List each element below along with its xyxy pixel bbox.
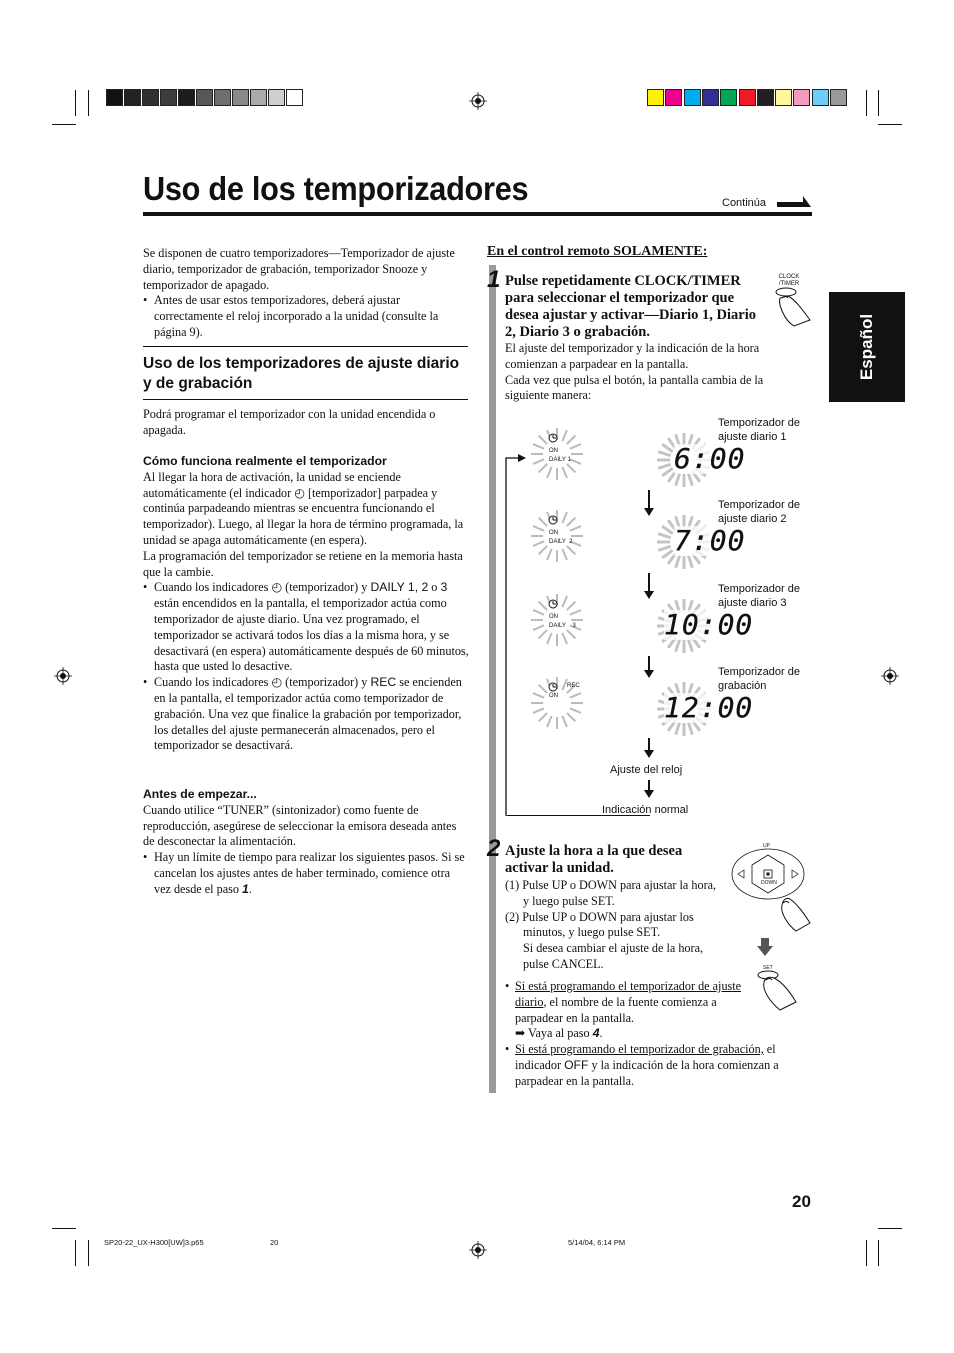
display-mode-label: Temporizador de ajuste diario 1 [718,417,800,443]
on-indicator: ON [549,530,558,536]
gray-swatch [142,89,159,106]
mode-indicator: DAILY 2 [549,539,573,545]
arrow-down-icon [757,938,773,956]
note-rec: • Si está programando el temporizador de grabación, el indicador OFF y la indicación de la hora comienzan a parpadear en la pantalla. [505,1042,805,1089]
mode-indicator: DAILY 3 [549,623,576,629]
step-1-text [505,341,790,404]
color-swatch [647,89,664,106]
continue-arrow-icon [777,193,811,210]
finger-press-icon [776,893,812,933]
footer-page: 20 [270,1238,279,1247]
gray-swatch [106,89,123,106]
clock-time-display: 10:00 [664,608,754,641]
timer-indicator-burst-icon [529,590,585,654]
how-paragraph-1: Al llegar la hora de activación, la unidad se enciende automáticamente (el indicador ◴ [temporizador] parpadea y continúa parpadeando mientras se encuentra funcionando el temporizador). Luego, al llegar la hora de término programada, la unidad se apaga automáticamente (en espera). [143,469,464,547]
color-swatch [775,89,792,106]
before-text: Cuando utilice “TUNER” (sintonizador) como fuente de reproducción, asegúrese de seleccionar la emisora deseada antes de desconectar la alimentación. [143,802,457,849]
page-title: Uso de los temporizadores [143,170,529,207]
how-bullet-daily: • Cuando los indicadores ◴ (temporizador) y DAILY 1, 2 o 3 están encendidos en la pantalla, el temporizador actúa como temporizador de ajuste diario. Una vez programado, el temporizador se activará todos los días a la misma hora, y se desactivará (en espera) automáticamente después de 60 minutos, hasta que usted lo desactive. [143,580,469,675]
clock-time-display: 12:00 [664,691,754,724]
gray-swatch [286,89,303,106]
step-2-notes-rec [505,1042,805,1089]
clock-adjust-label: Ajuste del reloj [610,764,683,776]
set-button-finger-icon [754,970,800,1012]
color-swatch [757,89,774,106]
color-swatch [702,89,719,106]
display-mode-label: Temporizador de grabación [718,666,800,692]
step-1-number: 1 [487,266,501,293]
on-indicator: ON [549,448,558,454]
flow-arrow-down-icon [648,656,650,672]
step-2-item-3: Si desea cambiar el ajuste de la hora, pulse CANCEL. [523,941,704,971]
set-button-label: SET [763,965,773,971]
up-button-label: UP [763,843,770,849]
gray-swatch [250,89,267,106]
section-rule-bottom [143,399,468,400]
gray-swatch [196,89,213,106]
color-swatch [739,89,756,106]
flow-loop-line [500,452,530,820]
before-bullet: • Hay un límite de tiempo para realizar los siguientes pasos. Si se cancelan los ajustes antes de haber terminado, comience otra vez desde el paso 1. [143,850,469,897]
color-swatch [684,89,701,106]
section-title: Uso de los temporizadores de ajuste diario y de grabación [143,355,460,392]
gray-swatch [214,89,231,106]
flow-arrow-down-icon [648,573,650,593]
language-tab-label: Español [857,313,876,381]
how-paragraph-2: La programación del temporizador se retiene en la memoria hasta que la cambie. [143,548,463,579]
finger-press-icon [766,286,812,328]
clock-timer-button-label: CLOCK /TIMER [778,274,800,287]
step-2-item-2: (2) Pulse UP o DOWN para ajustar los minutos, y luego pulse SET. [505,909,694,940]
step-1-text-2: Cada vez que pulsa el botón, la pantalla cambia de la siguiente manera: [505,372,764,403]
color-swatch [812,89,829,106]
arrow-right-icon: ➡ [515,1026,526,1041]
step-2-title: Ajuste la hora a la que desea activar la unidad. [505,843,683,876]
intro-text: Se disponen de cuatro temporizadores—Temporizador de ajuste diario, temporizador de grabación, temporizador Snooze y temporizador de apagado. [143,246,455,292]
timer-indicator-burst-icon [529,424,585,488]
intro-block [143,246,469,341]
timer-indicator-burst-icon [529,506,585,570]
clock-time-display: 7:00 [674,524,746,557]
language-tab [829,292,905,402]
mode-indicator: REC [567,683,580,689]
gray-swatch [124,89,141,106]
color-swatch [830,89,847,106]
registration-mark-icon [469,1241,487,1259]
before-title: Antes de empezar... [143,787,257,801]
steps-accent-bar [489,265,496,1093]
step-1-title: Pulse repetidamente CLOCK/TIMER para seleccionar el temporizador que desea ajustar y activar—Diario 1, Diario 2, Diario 3 o grabación. [505,273,757,340]
step-2-notes [505,979,757,1042]
registration-mark-icon [881,667,899,685]
step-2-item-1: (1) Pulse UP o DOWN para ajustar la hora, y luego pulse SET. [505,878,717,908]
gray-swatch [178,89,195,106]
step-2-instructions [505,878,720,973]
footer-date: 5/14/04, 6:14 PM [568,1238,626,1247]
display-mode-label: Temporizador de ajuste diario 2 [718,499,800,525]
step-1-text-1: El ajuste del temporizador y la indicación de la hora comienzan a parpadear en la pantalla. [505,341,760,371]
how-block [143,454,469,754]
down-button-label: DOWN [761,880,777,886]
registration-mark-icon [54,667,72,685]
clock-time-display: 6:00 [674,442,746,475]
flow-arrow-down-icon [648,490,650,510]
gray-swatch [160,89,177,106]
footer-file: SP20-22_UX-H300[UW]3.p65 [104,1238,204,1247]
mode-indicator: DAILY 1 [549,457,571,463]
section-rule-top [143,346,468,347]
timer-indicator-icon: ◴ [271,580,283,595]
page-number: 20 [792,1192,811,1211]
continued-label: Continúa [722,197,767,209]
color-swatch [793,89,810,106]
registration-mark-icon [469,92,487,110]
remote-only-heading: En el control remoto SOLAMENTE: [487,244,708,259]
step-2-number: 2 [487,835,501,862]
flow-arrow-down-icon [648,780,650,792]
before-block [143,787,469,898]
color-swatch [665,89,682,106]
on-indicator: ON [549,614,558,620]
section-text: Podrá programar el temporizador con la unidad encendida o apagada. [143,407,436,437]
color-swatch [720,89,737,106]
intro-bullet: • Antes de usar estos temporizadores, deberá ajustar correctamente el reloj incorporado a la unidad (consulte la página 9). [143,293,469,340]
note-daily-goto: ➡ Vaya al paso 4. [515,1026,603,1041]
how-title: Cómo funciona realmente el temporizador [143,454,387,468]
on-indicator: ON [549,693,558,699]
timer-indicator-icon: ◴ [271,675,283,690]
how-bullet-rec: • Cuando los indicadores ◴ (temporizador) y REC se encienden en la pantalla, el temporizador actúa como temporizador de grabación. Una vez que finalice la grabación por temporizador, los detalles del ajuste permanecerán almacenados, pero el temporizador se desactivará. [143,675,469,754]
note-daily: • Si está programando el temporizador de ajuste diario, el nombre de la fuente comienza a parpadear en la pantalla. [505,979,757,1026]
flow-arrow-down-icon [648,738,650,752]
gray-swatch [232,89,249,106]
display-mode-label: Temporizador de ajuste diario 3 [718,583,800,609]
title-rule [143,212,812,216]
gray-swatch [268,89,285,106]
timer-indicator-icon: ◴ [294,485,305,500]
normal-display-label: Indicación normal [602,804,689,816]
